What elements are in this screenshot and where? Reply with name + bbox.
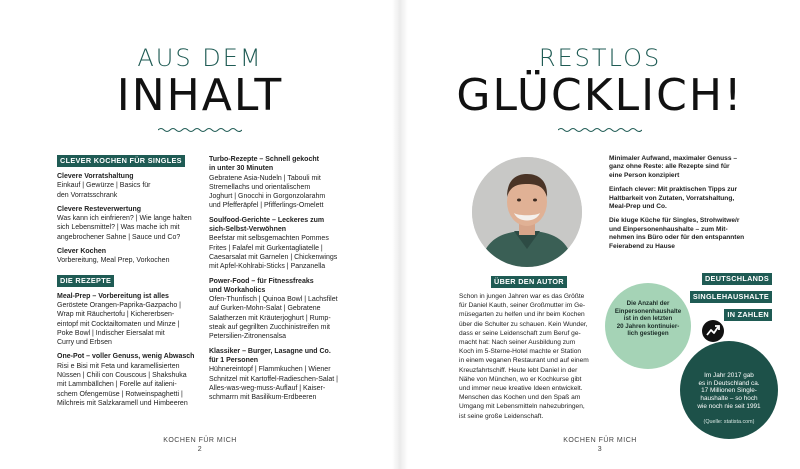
stat-circle-count <box>680 341 778 439</box>
feature-bullets <box>609 155 779 257</box>
toc-entry <box>57 352 197 408</box>
trend-arrow-icon <box>702 320 724 342</box>
section-label-recipes: DIE REZEPTE <box>57 275 114 287</box>
wave-divider-icon <box>158 127 242 133</box>
toc-entry-desc: Ofen-Thunfisch | Quinoa Bowl | Lachsfilet auf Gurken-Mohn-Salat | Gebratene Salatherzen mit Kräuterjoghurt | Rump- steak auf gegrillten Zucchinistreifen mit Petersilien-Zitronensalsa <box>209 296 338 341</box>
stats-heading-line: SINGLEHAUSHALTE <box>690 291 772 303</box>
toc-entry-desc: Geröstete Orangen-Paprika-Gazpacho | Wrap mit Räuchertofu | Kichererbsen- eintopf mit Cocktailtomaten und Minze | Poke Bowl | Indischer Eiersalat mit Curry und Erbsen <box>57 301 181 347</box>
page-number: 2 <box>197 446 203 453</box>
footer-title: KOCHEN FÜR MICH <box>563 437 637 444</box>
author-photo <box>472 157 582 267</box>
toc-entry <box>209 277 349 342</box>
toc-entry-desc: Risi e Bisi mit Feta und karamellisierten Nüssen | Chili con Couscous | Shakshuka mit Lammbällchen | Forelle auf italieni- schem Ofengemüse | Rotweinspaghetti | Milchreis mit Salzkaramell und Himbeeren <box>57 362 188 407</box>
left-heading-bold: INHALT <box>116 70 284 121</box>
toc-entry <box>209 347 349 403</box>
toc-entry-desc: Vorbereitung, Meal Prep, Vorkochen <box>57 257 170 265</box>
page-footer-right <box>550 436 650 454</box>
stats-heading-line: DEUTSCHLANDS <box>702 273 772 285</box>
feature-bullet: Die kluge Küche für Singles, Strohwitwe/r und Einpersonenhaushalte – zum Mit- nehmen ins Büro oder für den entspannten Feierabend zu Hause <box>609 217 745 250</box>
toc-entry-desc: Einkauf | Gewürze | Basics für den Vorratsschrank <box>57 182 151 199</box>
toc-entry-title: Power-Food – für Fitnessfreaks und Workaholics <box>209 277 314 294</box>
toc-entry-desc: Hühnereintopf | Flammkuchen | Wiener Schnitzel mit Kartoffel-Radieschen-Salat | Alles-was-weg-muss-Auflauf | Kaiser- schmarrn mit Basilikum-Erdbeeren <box>209 366 338 402</box>
toc-column-2 <box>209 155 349 402</box>
toc-entry-title: Clevere Resteverwertung <box>57 205 142 213</box>
feature-bullet: Einfach clever: Mit praktischen Tipps zur Haltbarkeit von Zutaten, Vorratshaltung, Meal-Prep und Co. <box>609 186 738 211</box>
toc-column-1 <box>57 155 197 408</box>
toc-entry-title: Clever Kochen <box>57 248 107 256</box>
toc-entry-title: One-Pot – voller Genuss, wenig Abwasch <box>57 353 195 361</box>
stat-circle-growth: Die Anzahl der Einpersonenhaushalte ist in den letzten 20 Jahren kontinuier- lich gestiegen <box>605 283 691 369</box>
toc-entry <box>57 247 197 266</box>
toc-entry <box>57 172 197 200</box>
toc-entry-title: Meal-Prep – Vorbereitung ist alles <box>57 292 169 300</box>
toc-entry <box>57 205 197 242</box>
feature-bullet: Minimaler Aufwand, maximaler Genuss – ganz ohne Reste: alle Rezepte sind für eine Person konzipiert <box>609 155 738 179</box>
toc-entry-desc: Beefstar mit selbsgemachten Pommes Frites | Falafel mit Gurkentagliatelle | Caesarsalat mit Garnelen | Chickenwings mit Apfel-Kohlrabi-Sticks | Panzanella <box>209 235 338 271</box>
left-heading-thin: AUS DEM <box>137 44 263 72</box>
toc-entry <box>209 216 349 272</box>
toc-entry-title: Clevere Vorratshaltung <box>57 173 134 180</box>
toc-entry <box>209 155 349 211</box>
about-author-text: Schon in jungen Jahren war es das Größte für Daniel Kauth, seiner Großmutter im Ge- müsegarten zu helfen und ihr beim Kochen über die Schulter zu schauen. Kein Wunder, dass er seine Leidenschaft zum Beruf ge- macht hat: Nach seiner Ausbildung zum Koch im 5-Sterne-Hotel machte er Station in einem veganen Restaurant und auf einem Kreuzfahrtschiff. Heute lebt Daniel in der Nähe von München, wo er Kochkurse gibt und immer neue kreative Ideen entwickelt. Menschen das Kochen und den Spaß am Umgang mit Lebensmitteln nahezubringen, ist seine große Leidenschaft. <box>459 293 589 420</box>
page-footer-left <box>150 436 250 454</box>
section-label-singles: CLEVER KOCHEN FÜR SINGLES <box>57 155 185 167</box>
toc-entry-desc: Was kann ich einfrieren? | Wie lange halten sich Lebensmittel? | Was mache ich mit angebrochener Sahne | Sauce und Co? <box>57 215 192 241</box>
toc-entry-desc: Gebratene Asia-Nudeln | Tabouli mit Stremellachs und orientalischem Joghurt | Gnocchi in Gorgonzolarahm und Pfefferäpfel | Pfifferlings-Omelett <box>209 174 326 210</box>
page-number: 3 <box>597 446 603 453</box>
footer-title: KOCHEN FÜR MICH <box>163 437 237 444</box>
toc-entry-title: Klassiker – Burger, Lasagne und Co. für 1 Personen <box>209 347 331 364</box>
right-heading-thin: RESTLOS <box>538 44 662 72</box>
toc-entry-title: Soulfood-Gerichte – Leckeres zum sich-Selbst-Verwöhnen <box>209 216 325 234</box>
toc-entry-title: Turbo-Rezepte – Schnell gekocht in unter 30 Minuten <box>209 156 319 173</box>
right-heading-bold: GLÜCKLICH! <box>456 70 744 121</box>
stats-heading-line: IN ZAHLEN <box>724 309 772 321</box>
toc-entry <box>57 292 197 348</box>
stat-circle-count-text: Im Jahr 2017 gab es in Deutschland ca. 17 Millionen Single- haushalte – so hoch wie noch nie seit 1991 <box>697 371 761 410</box>
wave-divider-icon <box>558 127 642 133</box>
about-author-label: ÜBER DEN AUTOR <box>491 276 567 288</box>
stat-source: (Quelle: statista.com) <box>703 418 755 425</box>
